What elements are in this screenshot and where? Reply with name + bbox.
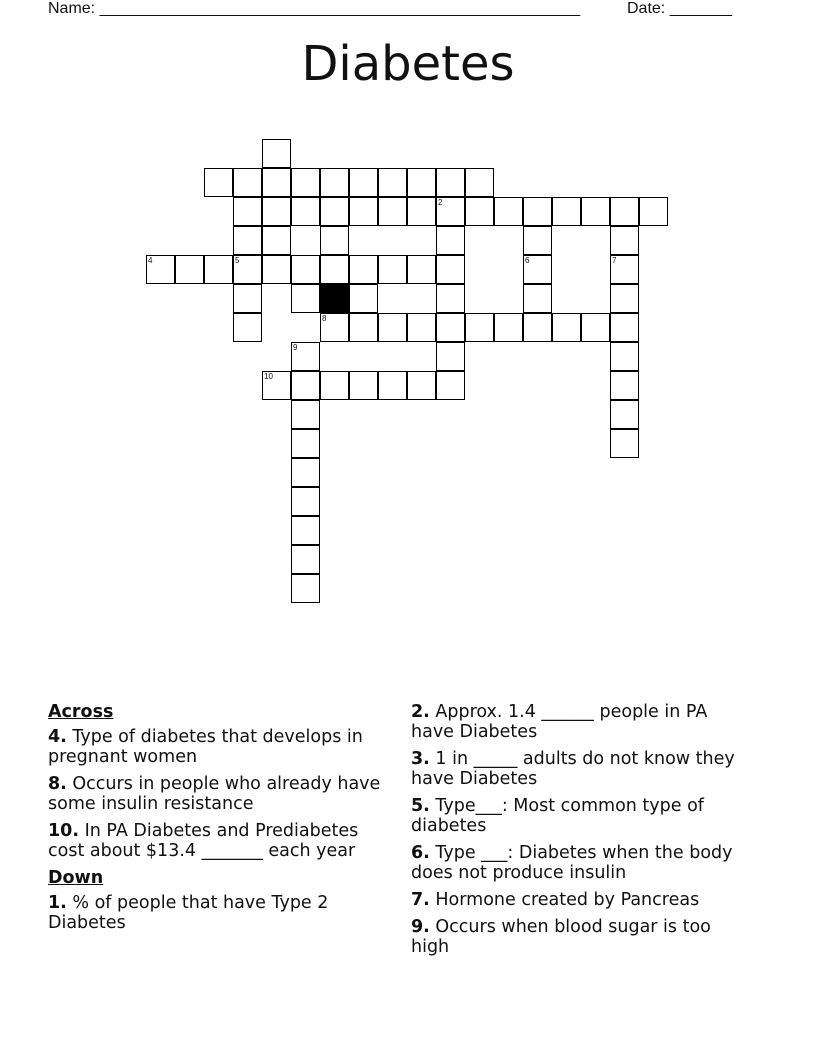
crossword-cell[interactable]	[494, 313, 523, 342]
clue-text: Occurs when blood sugar is too high	[411, 917, 711, 957]
crossword-cell[interactable]	[610, 400, 639, 429]
crossword-cell[interactable]	[291, 371, 320, 400]
crossword-cell[interactable]	[436, 313, 465, 342]
crossword-cell[interactable]	[552, 313, 581, 342]
crossword-cell[interactable]	[349, 284, 378, 313]
crossword-cell[interactable]	[291, 574, 320, 603]
clue-text: Hormone created by Pancreas	[429, 890, 700, 910]
crossword-cell[interactable]	[465, 168, 494, 197]
clue-number: 9.	[411, 917, 430, 937]
clue-text: Type ___: Diabetes when the body does not produce insulin	[411, 843, 733, 883]
date-field[interactable]: Date: _______	[627, 0, 732, 17]
clue-number: 2.	[411, 702, 430, 722]
crossword-cell[interactable]	[233, 313, 262, 342]
crossword-cell[interactable]	[407, 371, 436, 400]
clue-down-7	[411, 890, 741, 910]
crossword-cell[interactable]	[610, 226, 639, 255]
crossword-cell[interactable]	[233, 255, 262, 284]
crossword-cell[interactable]	[610, 255, 639, 284]
crossword-cell[interactable]	[262, 371, 291, 400]
crossword-cell[interactable]	[204, 168, 233, 197]
crossword-cell[interactable]	[262, 168, 291, 197]
crossword-cell[interactable]	[581, 197, 610, 226]
crossword-cell[interactable]	[233, 284, 262, 313]
cell-number: 2	[438, 198, 443, 207]
crossword-cell[interactable]	[233, 226, 262, 255]
down-heading: Down	[48, 868, 104, 888]
crossword-cell[interactable]	[320, 371, 349, 400]
crossword-cell[interactable]	[639, 197, 668, 226]
clue-down-6	[411, 843, 741, 883]
clue-number: 6.	[411, 843, 430, 863]
cell-number: 10	[264, 372, 273, 381]
crossword-cell[interactable]	[320, 226, 349, 255]
crossword-cell[interactable]	[436, 371, 465, 400]
crossword-cell[interactable]	[291, 400, 320, 429]
cell-number: 9	[293, 343, 298, 352]
clue-across-4	[48, 727, 388, 767]
crossword-cell[interactable]	[233, 197, 262, 226]
clue-number: 8.	[48, 774, 67, 794]
crossword-cell[interactable]	[291, 429, 320, 458]
clues-right-column	[411, 702, 741, 964]
crossword-cell[interactable]	[610, 371, 639, 400]
crossword-cell[interactable]	[436, 342, 465, 371]
crossword-cell[interactable]	[465, 313, 494, 342]
clue-down-5	[411, 796, 741, 836]
crossword-cell[interactable]	[291, 255, 320, 284]
crossword-cell[interactable]	[552, 197, 581, 226]
crossword-cell[interactable]	[436, 197, 465, 226]
clue-number: 3.	[411, 749, 430, 769]
clue-number: 1.	[48, 893, 67, 913]
crossword-cell[interactable]	[349, 371, 378, 400]
crossword-cell[interactable]	[262, 197, 291, 226]
crossword-cell[interactable]	[291, 458, 320, 487]
clue-down-3	[411, 749, 741, 789]
crossword-cell[interactable]	[320, 168, 349, 197]
crossword-cell[interactable]	[610, 197, 639, 226]
cell-number: 8	[322, 314, 327, 323]
crossword-cell[interactable]	[436, 226, 465, 255]
clue-text: % of people that have Type 2 Diabetes	[48, 893, 329, 933]
clue-number: 4.	[48, 727, 67, 747]
crossword-cell[interactable]	[378, 371, 407, 400]
crossword-cell[interactable]	[378, 197, 407, 226]
crossword-cell[interactable]	[291, 342, 320, 371]
clue-across-8	[48, 774, 388, 814]
crossword-cell[interactable]	[581, 313, 610, 342]
crossword-cell[interactable]	[378, 313, 407, 342]
crossword-cell[interactable]	[436, 255, 465, 284]
crossword-cell[interactable]	[291, 197, 320, 226]
crossword-cell[interactable]	[349, 168, 378, 197]
clue-text: In PA Diabetes and Prediabetes cost about $13.4 _______ each year	[48, 821, 359, 861]
crossword-cell[interactable]	[610, 313, 639, 342]
clue-text: Type___: Most common type of diabetes	[411, 796, 704, 836]
crossword-cell[interactable]	[523, 226, 552, 255]
clue-across-10	[48, 821, 388, 861]
clue-number: 10.	[48, 821, 80, 841]
crossword-cell[interactable]	[465, 197, 494, 226]
crossword-cell[interactable]	[523, 197, 552, 226]
clue-number: 5.	[411, 796, 430, 816]
crossword-cell[interactable]	[233, 168, 262, 197]
crossword-cell[interactable]	[262, 226, 291, 255]
crossword-cell[interactable]	[407, 255, 436, 284]
clue-text: Approx. 1.4 ______ people in PA have Diabetes	[411, 702, 708, 742]
cell-number: 5	[235, 256, 240, 265]
crossword-cell[interactable]	[262, 139, 291, 168]
crossword-cell[interactable]	[436, 168, 465, 197]
crossword-cell[interactable]	[610, 284, 639, 313]
crossword-cell[interactable]	[378, 255, 407, 284]
crossword-cell[interactable]	[523, 284, 552, 313]
clue-down-1	[48, 893, 388, 933]
crossword-cell[interactable]	[407, 197, 436, 226]
crossword-black-cell	[320, 284, 349, 313]
crossword-cell[interactable]	[262, 255, 291, 284]
crossword-cell[interactable]	[291, 487, 320, 516]
crossword-cell[interactable]	[349, 197, 378, 226]
clue-number: 7.	[411, 890, 430, 910]
crossword-cell[interactable]	[320, 255, 349, 284]
name-field[interactable]: Name: ______________________________________________________	[48, 0, 581, 17]
cell-number: 7	[612, 256, 617, 265]
crossword-cell[interactable]	[610, 429, 639, 458]
crossword-cell[interactable]	[291, 284, 320, 313]
clue-text: 1 in _____ adults do not know they have Diabetes	[411, 749, 735, 789]
crossword-cell[interactable]	[320, 197, 349, 226]
crossword-cell[interactable]	[204, 255, 233, 284]
crossword-cell[interactable]	[610, 342, 639, 371]
crossword-cell[interactable]	[320, 313, 349, 342]
crossword-cell[interactable]	[291, 545, 320, 574]
clues-left-column	[48, 702, 388, 940]
crossword-cell[interactable]	[349, 255, 378, 284]
clue-down-2	[411, 702, 741, 742]
crossword-cell[interactable]	[523, 255, 552, 284]
clue-text: Type of diabetes that develops in pregnant women	[48, 727, 363, 767]
cell-number: 6	[525, 256, 530, 265]
cell-number: 4	[148, 256, 153, 265]
crossword-cell[interactable]	[349, 313, 378, 342]
crossword-cell[interactable]	[291, 168, 320, 197]
crossword-cell[interactable]	[291, 516, 320, 545]
clue-down-9	[411, 917, 741, 957]
crossword-cell[interactable]	[175, 255, 204, 284]
page-title: Diabetes	[301, 36, 515, 92]
crossword-cell[interactable]	[494, 197, 523, 226]
across-heading: Across	[48, 702, 114, 722]
crossword-cell[interactable]	[523, 313, 552, 342]
crossword-cell[interactable]	[407, 313, 436, 342]
crossword-cell[interactable]	[146, 255, 175, 284]
crossword-cell[interactable]	[407, 168, 436, 197]
crossword-cell[interactable]	[378, 168, 407, 197]
crossword-cell[interactable]	[436, 284, 465, 313]
clue-text: Occurs in people who already have some insulin resistance	[48, 774, 381, 814]
